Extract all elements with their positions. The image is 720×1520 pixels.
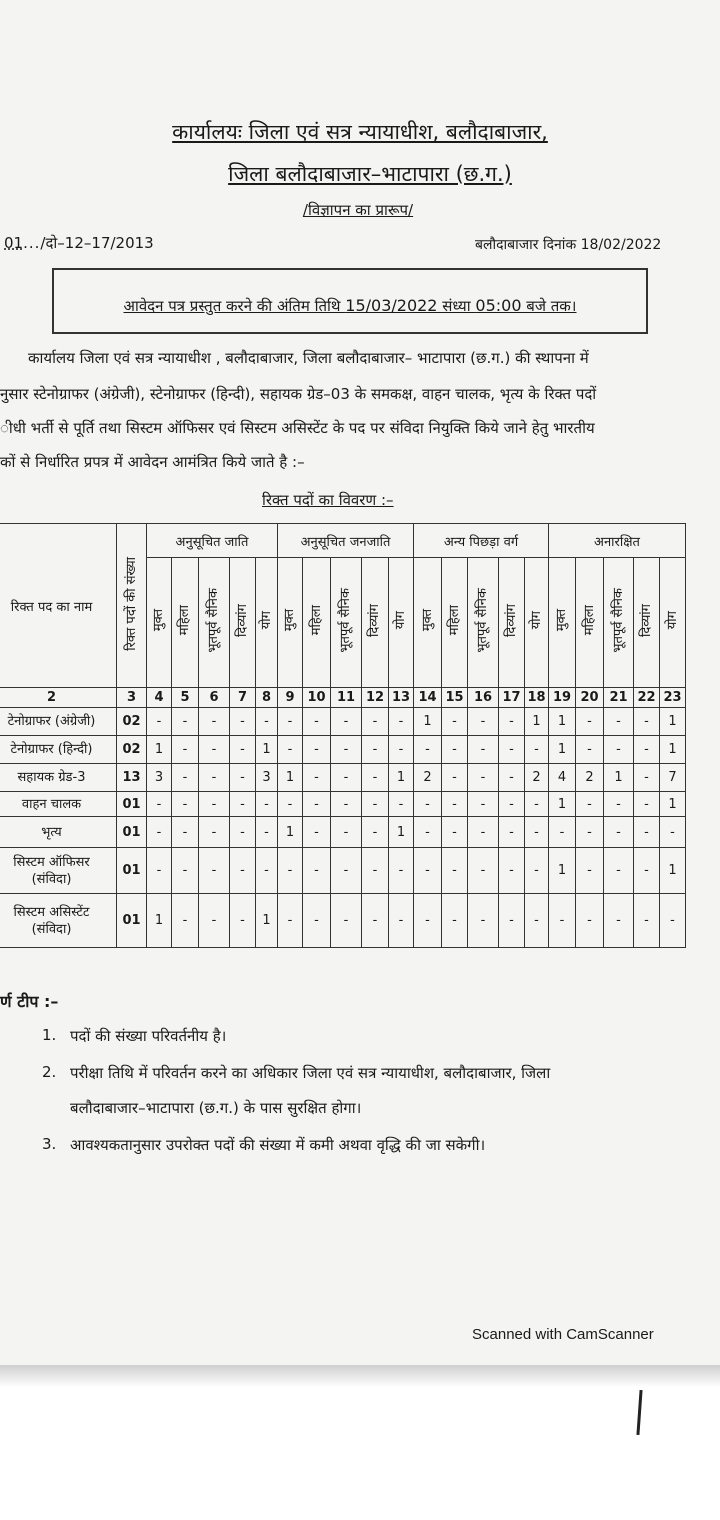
table-cell: - — [576, 708, 604, 736]
table-cell: - — [442, 736, 468, 764]
subheader-text: दिव्यांग — [367, 604, 382, 637]
column-number: 3 — [117, 688, 147, 708]
table-cell: - — [499, 848, 525, 894]
intro-line4: कों से निर्धारित प्रपत्र में आवेदन आमंत्रित किये जाते है :– — [0, 453, 305, 471]
table-row — [0, 736, 686, 764]
vacancy-count-cell: 01 — [117, 894, 147, 948]
subheader-cell — [230, 558, 256, 688]
table-cell: - — [468, 894, 499, 948]
table-cell: - — [634, 736, 660, 764]
table-cell: - — [414, 736, 442, 764]
subheader-cell — [303, 558, 331, 688]
table-cell: 4 — [549, 764, 576, 792]
intro-line2: नुसार स्टेनोग्राफर (अंग्रेजी), स्टेनोग्राफर (हिन्दी), सहायक ग्रेड–03 के समकक्ष, वाहन चालक, भृत्य के रिक्त पदों — [0, 385, 597, 403]
table-cell: - — [468, 848, 499, 894]
subheader-cell — [256, 558, 278, 688]
subheader-text: योग — [528, 611, 544, 630]
table-cell: - — [660, 817, 686, 848]
table-cell: 1 — [147, 894, 172, 948]
table-cell: - — [442, 792, 468, 817]
column-number: 5 — [172, 688, 199, 708]
table-cell: - — [303, 817, 331, 848]
blank-background — [0, 1387, 720, 1520]
table-cell: 7 — [660, 764, 686, 792]
table-cell: - — [576, 848, 604, 894]
intro-line3: ीधी भर्ती से पूर्ति तथा सिस्टम ऑफिसर एवं सिस्टम असिस्टेंट के पद पर संविदा नियुक्ति किये जाने हेतु भारतीय — [0, 419, 595, 437]
table-cell: - — [525, 848, 549, 894]
post-name-note: (संविदा) — [31, 871, 72, 887]
subheader-text: योग — [664, 611, 680, 630]
table-cell: 1 — [549, 736, 576, 764]
table-cell: - — [331, 848, 362, 894]
table-cell: - — [604, 848, 634, 894]
subheader-text: मुक्त — [151, 609, 166, 632]
table-cell: - — [199, 792, 230, 817]
table-cell: 1 — [389, 817, 414, 848]
table-row — [0, 817, 686, 848]
subheader-text: योग — [393, 611, 408, 630]
table-cell: 1 — [604, 764, 634, 792]
table-cell: - — [604, 736, 634, 764]
table-cell: - — [199, 708, 230, 736]
table-cell: 1 — [414, 708, 442, 736]
place-date: बलौदाबाजार दिनांक 18/02/2022 — [475, 237, 662, 253]
table-cell: 2 — [525, 764, 549, 792]
table-cell: 2 — [414, 764, 442, 792]
subheader-text: महिला — [308, 605, 324, 636]
table-row — [0, 792, 686, 817]
deadline-text — [54, 296, 646, 316]
deadline-time: 05:00 — [475, 296, 522, 315]
note-text: परीक्षा तिथि में परिवर्तन करने का अधिकार जिला एवं सत्र न्यायाधीश, बलौदाबाजार, जिला — [70, 1064, 551, 1082]
page-shadow — [0, 1365, 720, 1387]
table-cell: - — [499, 817, 525, 848]
table-cell: - — [278, 894, 303, 948]
post-name-cell — [0, 848, 117, 894]
subheader-cell — [549, 558, 576, 688]
table-cell: - — [525, 736, 549, 764]
table-cell: - — [576, 736, 604, 764]
table-cell: - — [362, 792, 389, 817]
post-name-cell — [0, 764, 117, 792]
post-name-cell — [0, 792, 117, 817]
table-cell: - — [362, 736, 389, 764]
table-cell: - — [389, 848, 414, 894]
table-cell: - — [634, 894, 660, 948]
vacancy-count-header — [117, 524, 147, 688]
table-cell: - — [256, 708, 278, 736]
table-cell: - — [468, 736, 499, 764]
table-cell: - — [278, 736, 303, 764]
table-cell: - — [604, 708, 634, 736]
table-cell: - — [414, 848, 442, 894]
vacancy-table — [0, 523, 686, 948]
column-number: 12 — [362, 688, 389, 708]
table-cell: - — [256, 848, 278, 894]
table-cell: 1 — [660, 708, 686, 736]
subheader-cell — [525, 558, 549, 688]
column-number: 6 — [199, 688, 230, 708]
subheader-text: दिव्यांग — [638, 604, 654, 637]
table-cell: - — [414, 817, 442, 848]
note-text: आवश्यकतानुसार उपरोक्त पदों की संख्या में कमी अथवा वृद्धि की जा सकेगी। — [70, 1136, 486, 1154]
post-name: टेनोग्राफर (हिन्दी) — [10, 742, 93, 757]
table-cell: - — [172, 708, 199, 736]
table-cell: - — [389, 792, 414, 817]
vacancy-count-header-text: रिक्त पदों की संख्या — [123, 556, 139, 651]
table-cell: - — [525, 817, 549, 848]
subheader-cell — [442, 558, 468, 688]
vacancy-count-cell: 01 — [117, 817, 147, 848]
column-number: 7 — [230, 688, 256, 708]
column-number: 14 — [414, 688, 442, 708]
vacancy-count-cell: 02 — [117, 736, 147, 764]
intro-line1: कार्यालय जिला एवं सत्र न्यायाधीश , बलौदाबाजार, जिला बलौदाबाजार– भाटापारा (छ.ग.) की स्थापना में — [28, 349, 589, 367]
table-cell: - — [604, 817, 634, 848]
notes-title: र्ण टीप :– — [0, 992, 59, 1011]
table-cell: - — [362, 848, 389, 894]
table-cell: - — [634, 764, 660, 792]
subheader-cell — [660, 558, 686, 688]
column-number: 22 — [634, 688, 660, 708]
table-cell: - — [147, 817, 172, 848]
column-number: 16 — [468, 688, 499, 708]
vacancy-count-cell: 01 — [117, 848, 147, 894]
column-number: 2 — [0, 688, 117, 708]
column-number: 4 — [147, 688, 172, 708]
subheader-text: महिला — [581, 605, 597, 636]
column-number: 10 — [303, 688, 331, 708]
subheader-cell — [576, 558, 604, 688]
table-cell: - — [331, 817, 362, 848]
table-cell: - — [256, 817, 278, 848]
table-cell: - — [199, 894, 230, 948]
table-title: रिक्त पदों का विवरण :– — [262, 491, 394, 509]
table-cell: - — [362, 764, 389, 792]
subheader-text: भूतपूर्व सैनिक — [475, 588, 490, 653]
table-cell: - — [576, 792, 604, 817]
table-cell: 1 — [525, 708, 549, 736]
table-cell: - — [549, 894, 576, 948]
table-cell: - — [172, 894, 199, 948]
table-cell: - — [362, 894, 389, 948]
table-cell: - — [499, 708, 525, 736]
table-cell: - — [230, 894, 256, 948]
post-name-cell — [0, 708, 117, 736]
table-cell: 1 — [256, 894, 278, 948]
column-number: 17 — [499, 688, 525, 708]
subheader-cell — [634, 558, 660, 688]
table-cell: - — [499, 736, 525, 764]
note-text-continued: बलौदाबाजार–भाटापारा (छ.ग.) के पास सुरक्षित होगा। — [70, 1099, 362, 1117]
column-number: 15 — [442, 688, 468, 708]
ref-number-value: 01 — [4, 234, 24, 252]
group-header: अनुसूचित जनजाति — [278, 524, 414, 558]
table-cell: - — [303, 736, 331, 764]
subheader-text: भूतपूर्व सैनिक — [610, 588, 626, 653]
post-name-cell — [0, 894, 117, 948]
table-cell: 1 — [147, 736, 172, 764]
table-cell: - — [499, 764, 525, 792]
table-cell: - — [468, 708, 499, 736]
table-cell: - — [331, 792, 362, 817]
subheader-text: भूतपूर्व सैनिक — [338, 588, 353, 653]
table-cell: - — [442, 764, 468, 792]
post-name: वाहन चालक — [21, 796, 82, 812]
table-cell: 1 — [660, 848, 686, 894]
table-cell: - — [660, 894, 686, 948]
group-header: अन्य पिछड़ा वर्ग — [414, 524, 549, 558]
table-cell: - — [230, 848, 256, 894]
table-cell: - — [230, 764, 256, 792]
table-cell: - — [199, 848, 230, 894]
column-number: 20 — [576, 688, 604, 708]
table-cell: - — [442, 708, 468, 736]
column-number: 23 — [660, 688, 686, 708]
table-cell: - — [278, 708, 303, 736]
table-cell: - — [468, 792, 499, 817]
column-number: 18 — [525, 688, 549, 708]
note-number: 3. — [42, 1135, 57, 1153]
table-cell: - — [278, 792, 303, 817]
vacancy-count-cell: 13 — [117, 764, 147, 792]
deadline-suffix: बजे तक। — [521, 297, 577, 315]
deadline-date: 15/03/2022 — [345, 296, 438, 315]
post-name: सहायक ग्रेड-3 — [17, 770, 86, 785]
subheader-text: मुक्त — [419, 609, 435, 632]
office-title-line2: जिला बलौदाबाजार–भाटापारा (छ.ग.) — [228, 162, 512, 186]
table-cell: - — [468, 764, 499, 792]
table-cell: - — [303, 848, 331, 894]
table-cell: - — [230, 708, 256, 736]
table-cell: - — [199, 736, 230, 764]
subheader-cell — [278, 558, 303, 688]
table-cell: - — [147, 708, 172, 736]
table-cell: - — [576, 894, 604, 948]
subheader-text: योग — [258, 611, 274, 630]
table-cell: - — [147, 792, 172, 817]
table-cell: - — [303, 894, 331, 948]
subheader-cell — [468, 558, 499, 688]
subheader-cell — [499, 558, 525, 688]
table-cell: 1 — [278, 817, 303, 848]
table-cell: 3 — [147, 764, 172, 792]
subheader-text: दिव्यांग — [234, 604, 250, 637]
table-cell: - — [389, 894, 414, 948]
subheader-cell — [389, 558, 414, 688]
table-cell: 1 — [549, 792, 576, 817]
table-cell: 1 — [278, 764, 303, 792]
table-cell: - — [549, 817, 576, 848]
table-cell: 1 — [549, 848, 576, 894]
table-cell: - — [634, 708, 660, 736]
post-name: सिस्टम ऑफिसर — [13, 854, 90, 870]
vacancy-count-cell: 02 — [117, 708, 147, 736]
table-cell: - — [303, 708, 331, 736]
table-cell: - — [634, 792, 660, 817]
table-cell: - — [634, 817, 660, 848]
deadline-prefix: आवेदन पत्र प्रस्तुत करने की अंतिम तिथि — [123, 297, 346, 315]
subheader-cell — [362, 558, 389, 688]
deadline-evening: संध्या — [437, 297, 476, 315]
table-cell: - — [147, 848, 172, 894]
table-cell: - — [525, 894, 549, 948]
subheader-text: दिव्यांग — [503, 604, 519, 637]
subheader-cell — [331, 558, 362, 688]
column-number: 11 — [331, 688, 362, 708]
table-cell: - — [499, 894, 525, 948]
table-cell: - — [172, 817, 199, 848]
subheader-cell — [199, 558, 230, 688]
post-name: सिस्टम असिस्टेंट — [13, 904, 90, 920]
table-cell: - — [442, 848, 468, 894]
table-cell: 3 — [256, 764, 278, 792]
subheader-text: भूतपूर्व सैनिक — [206, 588, 221, 653]
table-cell: - — [442, 894, 468, 948]
table-cell: - — [172, 848, 199, 894]
office-title-line1: कार्यालयः जिला एवं सत्र न्यायाधीश, बलौदाबाजार, — [172, 120, 548, 144]
column-number: 19 — [549, 688, 576, 708]
table-cell: - — [172, 764, 199, 792]
post-name-header: रिक्त पद का नाम — [0, 524, 117, 688]
column-number: 21 — [604, 688, 634, 708]
table-cell: - — [303, 764, 331, 792]
table-cell: - — [230, 792, 256, 817]
reference-number: 01.../दो–12–17/2013 — [4, 234, 154, 252]
table-cell: 1 — [256, 736, 278, 764]
table-cell: - — [331, 764, 362, 792]
subheader-text: मुक्त — [282, 609, 297, 632]
camscanner-watermark: Scanned with CamScanner — [472, 1326, 654, 1343]
table-cell: - — [172, 792, 199, 817]
table-cell: - — [331, 708, 362, 736]
table-cell: - — [199, 764, 230, 792]
table-cell: - — [604, 792, 634, 817]
table-row — [0, 848, 686, 894]
table-cell: - — [389, 708, 414, 736]
table-cell: 1 — [389, 764, 414, 792]
subheader-cell — [147, 558, 172, 688]
note-number: 1. — [42, 1026, 57, 1044]
table-cell: - — [331, 894, 362, 948]
table-cell: - — [230, 736, 256, 764]
table-cell: - — [172, 736, 199, 764]
post-name: भृत्य — [41, 824, 62, 840]
table-cell: - — [576, 817, 604, 848]
table-cell: - — [362, 708, 389, 736]
deadline-box — [52, 268, 648, 334]
table-cell: - — [468, 817, 499, 848]
table-cell: - — [362, 817, 389, 848]
table-cell: 1 — [660, 792, 686, 817]
note-text: पदों की संख्या परिवर्तनीय है। — [70, 1027, 227, 1045]
table-cell: - — [331, 736, 362, 764]
subheader-text: महिला — [446, 605, 462, 636]
subheader-text: मुक्त — [554, 609, 569, 632]
table-row — [0, 894, 686, 948]
group-header: अनारक्षित — [549, 524, 686, 558]
ref-file-no: /दो–12–17/2013 — [40, 234, 154, 252]
post-name-note: (संविदा) — [31, 921, 72, 937]
table-cell: - — [499, 792, 525, 817]
table-cell: - — [303, 792, 331, 817]
subheader-text: महिला — [177, 605, 192, 636]
table-cell: 1 — [549, 708, 576, 736]
table-row — [0, 764, 686, 792]
table-cell: - — [604, 894, 634, 948]
group-header: अनुसूचित जाति — [147, 524, 278, 558]
format-title: /विज्ञापन का प्रारूप/ — [302, 201, 414, 219]
column-number: 13 — [389, 688, 414, 708]
table-cell: - — [278, 848, 303, 894]
table-cell: - — [199, 817, 230, 848]
column-number: 8 — [256, 688, 278, 708]
table-cell: - — [634, 848, 660, 894]
subheader-cell — [172, 558, 199, 688]
subheader-cell — [604, 558, 634, 688]
table-cell: - — [414, 792, 442, 817]
table-cell: 1 — [660, 736, 686, 764]
subheader-cell — [414, 558, 442, 688]
table-cell: - — [525, 792, 549, 817]
table-cell: - — [230, 817, 256, 848]
column-number: 9 — [278, 688, 303, 708]
table-row — [0, 708, 686, 736]
table-cell: - — [389, 736, 414, 764]
post-name-cell — [0, 736, 117, 764]
table-cell: - — [256, 792, 278, 817]
table-cell: - — [414, 894, 442, 948]
table-cell: - — [442, 817, 468, 848]
post-name-cell — [0, 817, 117, 848]
vacancy-count-cell: 01 — [117, 792, 147, 817]
note-number: 2. — [42, 1063, 57, 1081]
post-name: टेनोग्राफर (अंग्रेजी) — [7, 714, 96, 729]
table-cell: 2 — [576, 764, 604, 792]
